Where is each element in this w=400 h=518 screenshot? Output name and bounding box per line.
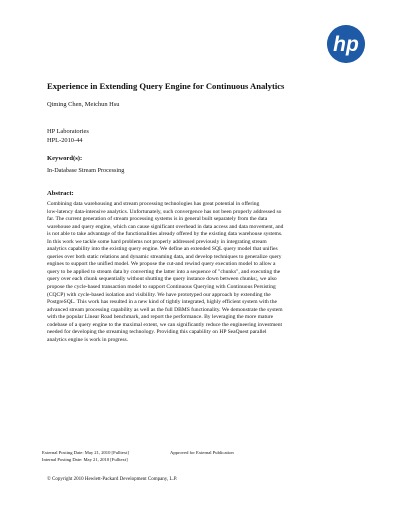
abstract-line: PostgreSQL. This work has resulted in a new kind of tightly integrated, highly efficient system with the: [47, 299, 277, 306]
abstract-line: warehouse and query engine, which can cause significant overhead in data access and data movement, and: [47, 223, 284, 230]
abstract-line: with the popular Linear Road benchmark, and report the performance. By leveraging the more mature: [47, 314, 274, 321]
abstract-line: advanced stream processing capability as well as the full DBMS functionality. We demonstrate the system: [47, 306, 283, 313]
abstract-line: far. The current generation of stream processing systems is in general built separately from the data: [47, 216, 268, 223]
abstract-body: [47, 201, 365, 344]
lab-info: [47, 127, 89, 145]
external-posting-date: External Posting Date: May 21, 2010 [Fulltext]: [42, 450, 129, 455]
abstract-line: query to be applied to stream data by converting the latter into a sequence of "chunks", and executing the: [47, 268, 281, 275]
hp-logo-text: hp: [333, 33, 359, 56]
lab-name: HP Laboratories: [47, 128, 89, 135]
abstract-line: analytics engine is work in progress.: [47, 336, 129, 343]
abstract-line: queries over both static relations and dynamic streaming data, and develop techniques to generalize query: [47, 253, 282, 260]
abstract-line: engines to support the unified model. We propose the cut-and rewind query execution model to allow a: [47, 261, 276, 268]
report-number: HPL-2010-44: [47, 137, 83, 144]
abstract-line: Combining data warehousing and stream processing technologies has great potential in offering: [47, 201, 260, 207]
approval-note: Approved for External Publication: [170, 450, 234, 455]
abstract-line: In this work we tackle some hard problems not properly addressed previously in integrating stream: [47, 238, 267, 245]
abstract-line: is not able to take advantage of the functionalities already offered by the existing data warehouse systems.: [47, 231, 283, 238]
keywords-heading: Keyword(s):: [47, 155, 83, 162]
internal-posting-date: Internal Posting Date: May 21, 2010 [Fulltext]: [42, 456, 128, 462]
keywords-value: In-Database Stream Processing: [47, 167, 125, 174]
paper-title: Experience in Extending Query Engine for Continuous Analytics: [47, 81, 285, 91]
abstract-line: query over each chunk sequentially without shutting the query instance down between chunks;, we also: [47, 276, 277, 283]
abstract-line: propose the cycle-based transaction model to support Continuous Querying with Continuous Persisting: [47, 284, 276, 291]
posting-dates: [42, 450, 234, 463]
abstract-line: needed for developing the streaming technology. Providing this capability on HP SeaQuest parallel: [47, 329, 267, 336]
abstract-line: analytics capability into the existing query engine. We define an extended SQL query model that unifies: [47, 246, 278, 253]
copyright: © Copyright 2010 Hewlett-Packard Development Company, L.P.: [47, 477, 178, 482]
hp-logo: [327, 25, 365, 63]
abstract-line: codebase of a query engine to the maximal extent, we can significantly reduce the engineering investment: [47, 321, 283, 328]
abstract-line: (CQCP) with cycle-based isolation and visibility. We have prototyped our approach by extending the: [47, 291, 271, 298]
abstract-line: low-latency data-intensive analytics. Unfortunately, such convergence has not been properly addressed so: [47, 208, 282, 215]
abstract-heading: Abstract:: [47, 190, 74, 197]
authors: Qiming Chen, Meichun Hsu: [47, 101, 120, 108]
